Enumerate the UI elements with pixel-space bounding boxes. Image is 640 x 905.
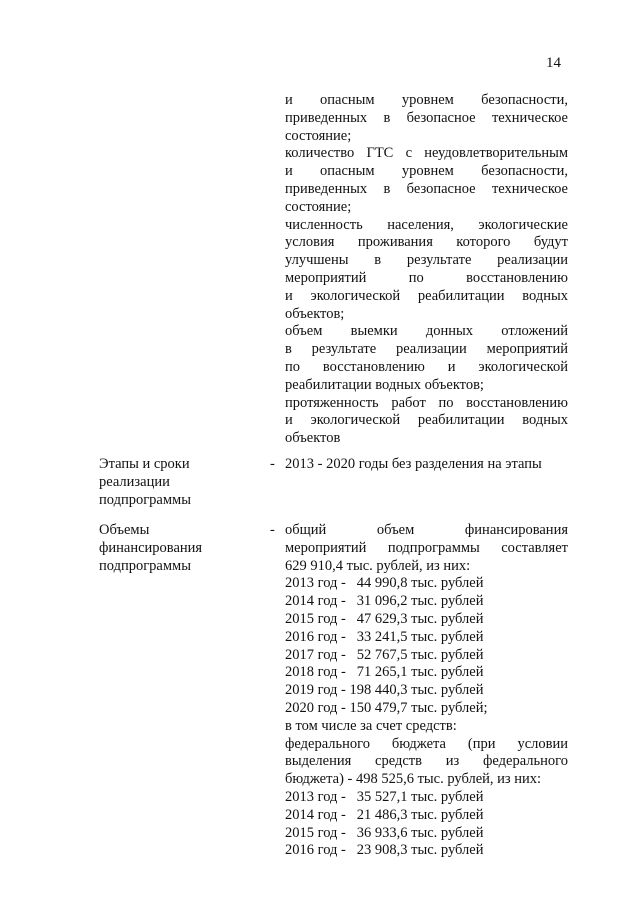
indicator-line: объектов; (285, 305, 345, 322)
stages-dash: - (270, 456, 275, 472)
stages-value: 2013 - 2020 годы без разделения на этапы (285, 456, 542, 472)
page-number: 14 (546, 55, 561, 71)
stages-label-line: реализации (99, 473, 170, 490)
indicator-line: приведенных в безопасное техническое (285, 180, 568, 197)
funding-dash: - (270, 522, 275, 538)
indicator-line: и экологической реабилитации водных (285, 412, 568, 429)
indicator-line: количество ГТС с неудовлетворительным (285, 145, 568, 162)
indicator-line: объем выемки донных отложений (285, 323, 568, 340)
funding-federal-line: бюджета) - 498 525,6 тыс. рублей, из них: (285, 771, 542, 788)
funding-year-line: 2019 год - 198 440,3 тыс. рублей (285, 682, 484, 699)
federal-year-line: 2013 год - 35 527,1 тыс. рублей (285, 788, 484, 805)
funding-label-line: Объемы (99, 522, 150, 538)
federal-year-line: 2014 год - 21 486,3 тыс. рублей (285, 806, 484, 823)
funding-intro-line: общий объем финансирования (285, 522, 568, 538)
indicator-line: состояние; (285, 127, 352, 144)
indicator-line: и экологической реабилитации водных (285, 287, 568, 304)
funding-federal-line: федерального бюджета (при условии (285, 735, 568, 752)
federal-year-line: 2016 год - 23 908,3 тыс. рублей (285, 842, 484, 859)
funding-label-line: подпрограммы (99, 557, 191, 574)
indicator-line: в результате реализации мероприятий (285, 341, 568, 358)
funding-block (285, 522, 568, 860)
indicator-line: улучшены в результате реализации (285, 252, 568, 269)
funding-intro-line: мероприятий подпрограммы составляет (285, 539, 568, 556)
federal-year-line: 2015 год - 36 933,6 тыс. рублей (285, 824, 484, 841)
indicator-line: условия проживания которого будут (285, 234, 568, 251)
indicator-line: и опасным уровнем безопасности, (285, 163, 568, 180)
stages-label-line: Этапы и сроки (99, 456, 190, 472)
funding-label-line: финансирования (99, 539, 203, 556)
funding-year-line: 2014 год - 31 096,2 тыс. рублей (285, 593, 484, 610)
indicator-item (285, 145, 568, 216)
indicators-block (285, 92, 568, 448)
indicator-line: объектов (285, 430, 341, 447)
indicator-line: приведенных в безопасное техническое (285, 109, 568, 126)
funding-year-line: 2013 год - 44 990,8 тыс. рублей (285, 575, 484, 592)
funding-federal-line: выделения средств из федерального (285, 753, 568, 770)
funding-intro-line: 629 910,4 тыс. рублей, из них: (285, 557, 471, 574)
indicator-line: и опасным уровнем безопасности, (285, 92, 568, 108)
indicator-line: протяженность работ по восстановлению (285, 394, 568, 411)
indicator-item (285, 217, 568, 324)
stages-label (99, 456, 249, 509)
indicator-item (285, 323, 568, 394)
funding-year-line: 2016 год - 33 241,5 тыс. рублей (285, 628, 484, 645)
stages-label-line: подпрограммы (99, 491, 191, 508)
indicator-line: реабилитации водных объектов; (285, 376, 484, 393)
indicator-line: мероприятий по восстановлению (285, 269, 568, 286)
funding-year-line: 2015 год - 47 629,3 тыс. рублей (285, 610, 484, 627)
funding-year-line: 2018 год - 71 265,1 тыс. рублей (285, 664, 484, 681)
funding-year-line: 2017 год - 52 767,5 тыс. рублей (285, 646, 484, 663)
indicator-line: численность населения, экологические (285, 216, 568, 233)
indicator-item (285, 395, 568, 448)
indicator-line: состояние; (285, 198, 352, 215)
indicator-item (285, 92, 568, 145)
funding-year-line: 2020 год - 150 479,7 тыс. рублей; (285, 699, 488, 716)
funding-label (99, 522, 249, 575)
indicator-line: по восстановлению и экологической (285, 358, 568, 375)
funding-including-line: в том числе за счет средств: (285, 717, 457, 734)
